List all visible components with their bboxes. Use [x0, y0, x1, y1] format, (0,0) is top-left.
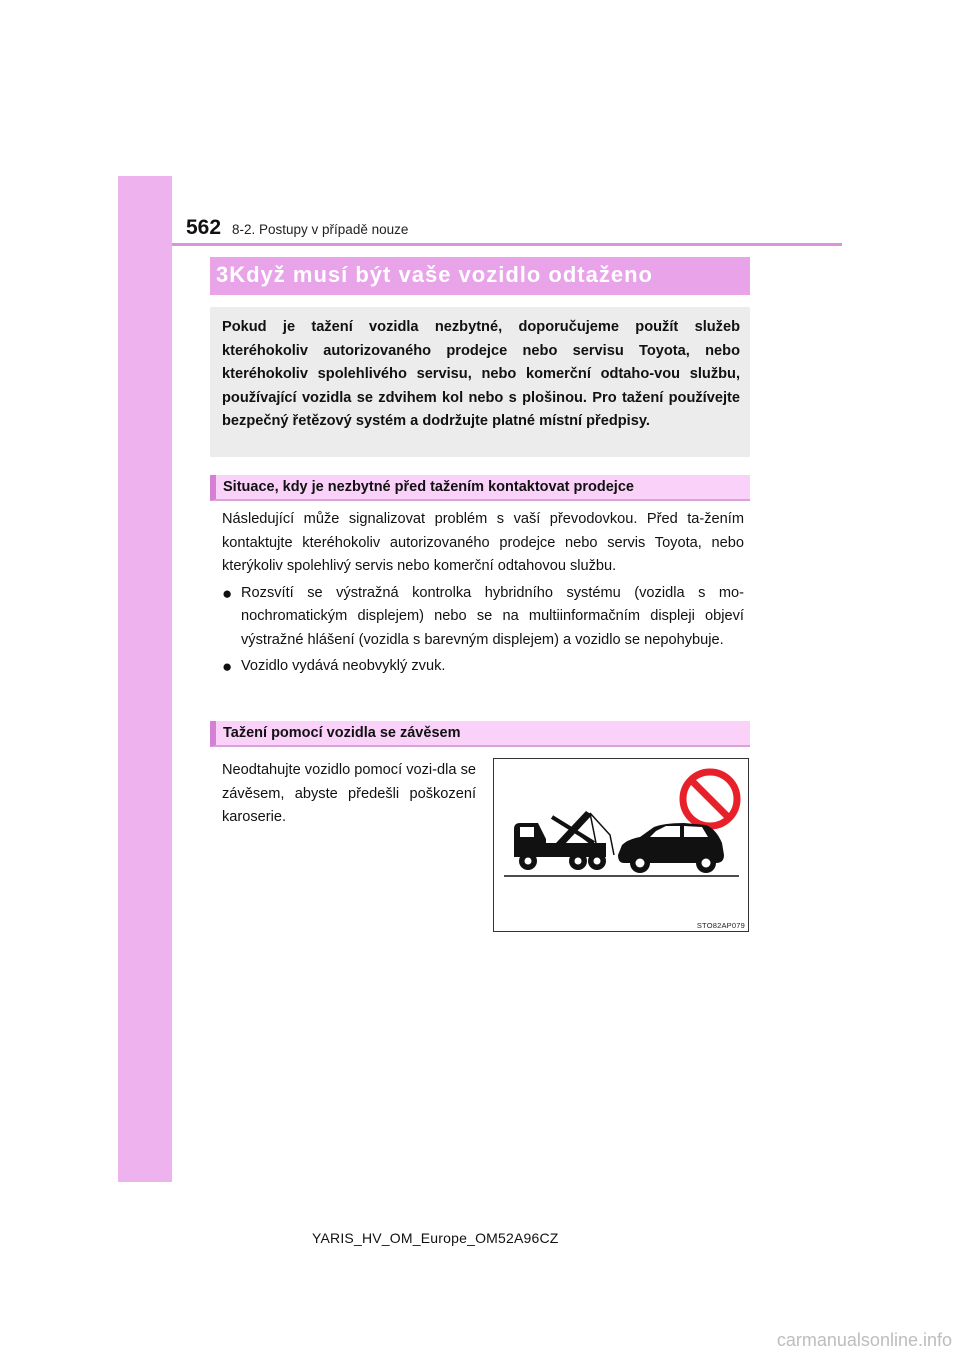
main-heading-bar — [210, 257, 750, 295]
list-item-text: Vozidlo vydává neobvyklý zvuk. — [241, 658, 446, 674]
side-color-band — [118, 176, 172, 1182]
prohibition-icon — [683, 772, 737, 826]
main-heading: 3Když musí být vaše vozidlo odtaženo — [216, 262, 653, 287]
tow-truck-icon — [514, 811, 614, 870]
notice-text: Pokud je tažení vozidla nezbytné, doporučujeme použít služeb kteréhokoliv autorizovaného prodejce nebo servisu Toyota, nebo kteréhokoliv spolehlivého servisu, nebo komerční odtaho-vou službu, používající vozidla se zdvihem kol nebo s plošinou. Pro tažení používejte bezpečný řetězový systém a dodržujte platné místní předpisy. — [222, 319, 740, 429]
footer-document-id: YARIS_HV_OM_Europe_OM52A96CZ — [312, 1230, 559, 1246]
figure-code: STO82AP079 — [696, 921, 745, 930]
notice-box — [210, 307, 750, 457]
tow-illustration-svg — [494, 759, 748, 931]
dealer-contact-section — [222, 508, 744, 679]
list-item — [222, 582, 744, 653]
page-number: 562 — [186, 216, 222, 239]
subheading-sling-towing: Tažení pomocí vozidla se závěsem — [210, 721, 750, 747]
section-reference: 8-2. Postupy v případě nouze — [232, 222, 409, 237]
list-item-text: Rozsvítí se výstražná kontrolka hybridního systému (vozidla s mo-nochromatickým displejem) nebo se na multiinformačním displeji objeví výstražné hlášení (vozidla s barevným displejem) a vozidlo se nepohybuje. — [241, 584, 744, 648]
list-item — [222, 655, 744, 679]
header-divider — [172, 243, 842, 246]
bullet-icon: ● — [222, 583, 233, 603]
towed-car-icon — [618, 823, 724, 873]
bullet-icon: ● — [222, 657, 233, 676]
tow-truck-illustration — [493, 758, 749, 932]
sling-towing-text: Neodtahujte vozidlo pomocí vozi-dla se závěsem, abyste předešli poškození karoserie. — [222, 762, 476, 825]
dealer-contact-intro: Následující může signalizovat problém s vaší převodovkou. Před ta-žením kontaktujte kteréhokoliv autorizovaného prodejce nebo servis Toyota, nebo kterýkoliv spolehlivý servis nebo komerční odtahovou službu. — [222, 511, 744, 574]
watermark: carmanualsonline.info — [776, 1330, 952, 1350]
subheading-dealer-contact: Situace, kdy je nezbytné před tažením kontaktovat prodejce — [210, 475, 750, 501]
